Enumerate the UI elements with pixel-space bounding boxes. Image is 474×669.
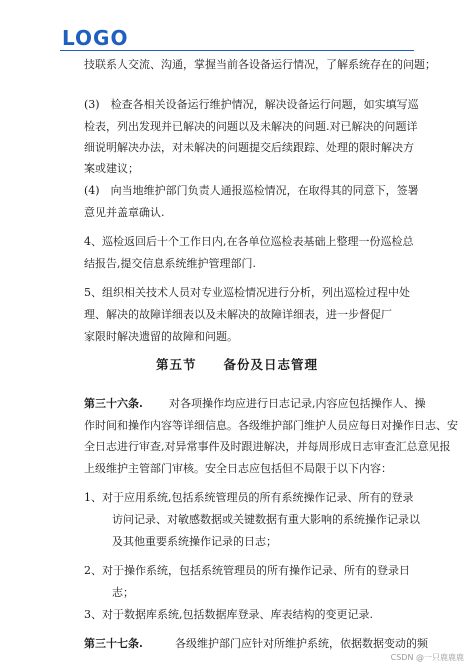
paragraph-line: 对各项操作均应进行日志记录,内容应包括操作人、操 <box>169 397 426 410</box>
list-item-line: 志； <box>112 586 134 599</box>
paragraph-line: 5、组织相关技术人员对专业巡检情况进行分析，列出巡检过程中处 <box>84 286 410 299</box>
paragraph-line: 技联系人交流、沟通，掌握当前各设备运行情况，了解系统存在的问题； <box>84 58 436 71</box>
article-label: 第三十六条. <box>84 397 143 410</box>
paragraph-line: 案或建议； <box>84 162 139 175</box>
article-label: 第三十七条. <box>84 637 143 650</box>
paragraph-line: 全日志进行审查,对异常事件及时跟进解决，并每周形成日志审查汇总意见报 <box>84 440 451 453</box>
list-item-line: 3、对于数据库系统,包括数据库登录、库表结构的变更记录. <box>84 608 373 621</box>
list-item-line: 1、对于应用系统,包括系统管理员的所有系统操作记录、所有的登录 <box>84 491 414 504</box>
paragraph-line: 细说明解决办法，对未解决的问题提交后续跟踪、处理的限时解决方 <box>84 141 414 154</box>
paragraph-line: 上级维护主管部门审核。安全日志应包括但不局限于以下内容： <box>84 462 392 475</box>
watermark: CSDN @一只鹿鹿鹿 <box>390 653 464 662</box>
list-item-line: 2、对于操作系统，包括系统管理员的所有操作记录、所有的登录日 <box>84 564 410 577</box>
paragraph-line: 检表，列出发现并已解决的问题以及未解决的问题.对已解决的问题详 <box>84 120 418 133</box>
paragraph-line: 家限时解决遗留的故障和问题。 <box>84 330 238 343</box>
paragraph-line: 作时间和操作内容等详细信息。各级维护部门维护人员应每日对操作日志、安 <box>84 419 458 432</box>
paragraph-line: 理、解决的故障详细表以及未解决的故障详细表，进一步督促厂 <box>84 308 392 321</box>
section-heading: 第五节 备份及日志管理 <box>155 357 318 372</box>
list-item-line: 及其他重要系统操作记录的日志； <box>112 535 277 548</box>
paragraph-line: 意见并盖章确认. <box>84 206 165 219</box>
paragraph-line: (3) 检查各相关设备运行维护情况，解决设备运行问题，如实填写巡 <box>84 98 419 111</box>
paragraph-line: 各级维护部门应针对所维护系统，依据数据变动的频 <box>175 637 428 650</box>
list-item-line: 访问记录、对敏感数据或关键数据有重大影响的系统操作记录以 <box>112 513 420 526</box>
paragraph-line: 结报告,提交信息系统维护管理部门. <box>84 257 256 270</box>
paragraph-line: (4) 向当地维护部门负责人通报巡检情况，在取得其的同意下，签署 <box>84 184 419 197</box>
paragraph-line: 4、巡检返回后十个工作日内,在各单位巡检表基础上整理一份巡检总 <box>84 235 414 248</box>
logo: LOGO <box>62 26 129 50</box>
